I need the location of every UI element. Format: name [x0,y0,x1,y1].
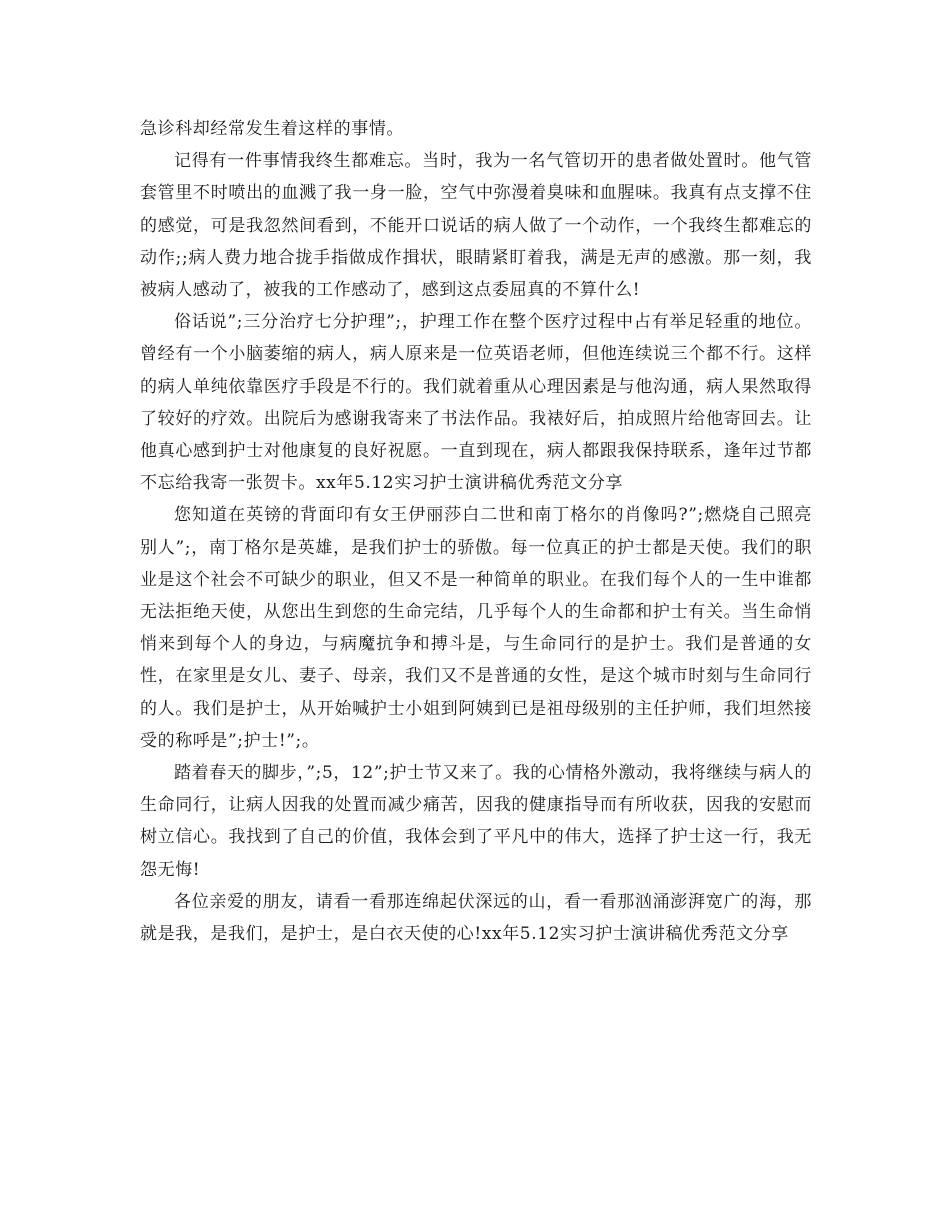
paragraph-3: 俗话说”;三分治疗七分护理”;，护理工作在整个医疗过程中占有举足轻重的地位。曾经有一个小脑萎缩的病人，病人原来是一位英语老师，但他连续说三个都不行。这样的病人单纯依靠医疗手段是不行的。我们就着重从心理因素是与他沟通，病人果然取得了较好的疗效。出院后为感谢我寄来了书法作品。我裱好后，拍成照片给他寄回去。让他真心感到护士对他康复的良好祝愿。一直到现在，病人都跟我保持联系，逢年过节都不忘给我寄一张贺卡。xx年5.12实习护士演讲稿优秀范文分享 [140,312,812,494]
paragraph-1: 急诊科却经常发生着这样的事情。 [140,119,404,139]
paragraph-6: 各位亲爱的朋友，请看一看那连绵起伏深远的山，看一看那汹涌澎湃宽广的海，那就是我，是我们，是护士，是白衣天使的心!xx年5.12实习护士演讲稿优秀范文分享 [140,891,812,945]
paragraph-5: 踏着春天的脚步，”;5，12”;护士节又来了。我的心情格外激动，我将继续与病人的生命同行，让病人因我的处置而减少痛苦，因我的健康指导而有所收获，因我的安慰而树立信心。我找到了自己的价值，我体会到了平凡中的伟大，选择了护士这一行，我无怨无悔! [140,763,812,880]
paragraph-2: 记得有一件事情我终生都难忘。当时，我为一名气管切开的患者做处置时。他气管套管里不时喷出的血溅了我一身一脸，空气中弥漫着臭味和血腥味。我真有点支撑不住的感觉，可是我忽然间看到，不能开口说话的病人做了一个动作，一个我终生都难忘的动作;;病人费力地合拢手指做成作揖状，眼睛紧盯着我，满是无声的感激。那一刻，我被病人感动了，被我的工作感动了，感到这点委屈真的不算什么! [140,151,812,301]
document-body [140,113,812,950]
paragraph-4: 您知道在英镑的背面印有女王伊丽莎白二世和南丁格尔的肖像吗?”;燃烧自己照亮别人”;，南丁格尔是英雄，是我们护士的骄傲。每一位真正的护士都是天使。我们的职业是这个社会不可缺少的职业，但又不是一种简单的职业。在我们每个人的一生中谁都无法拒绝天使，从您出生到您的生命完结，几乎每个人的生命都和护士有关。当生命悄悄来到每个人的身边，与病魔抗争和搏斗是，与生命同行的是护士。我们是普通的女性，在家里是女儿、妻子、母亲，我们又不是普通的女性，是这个城市时刻与生命同行的人。我们是护士，从开始喊护士小姐到阿姨到已是祖母级别的主任护师，我们坦然接受的称呼是”;护士!”;。 [140,505,812,751]
